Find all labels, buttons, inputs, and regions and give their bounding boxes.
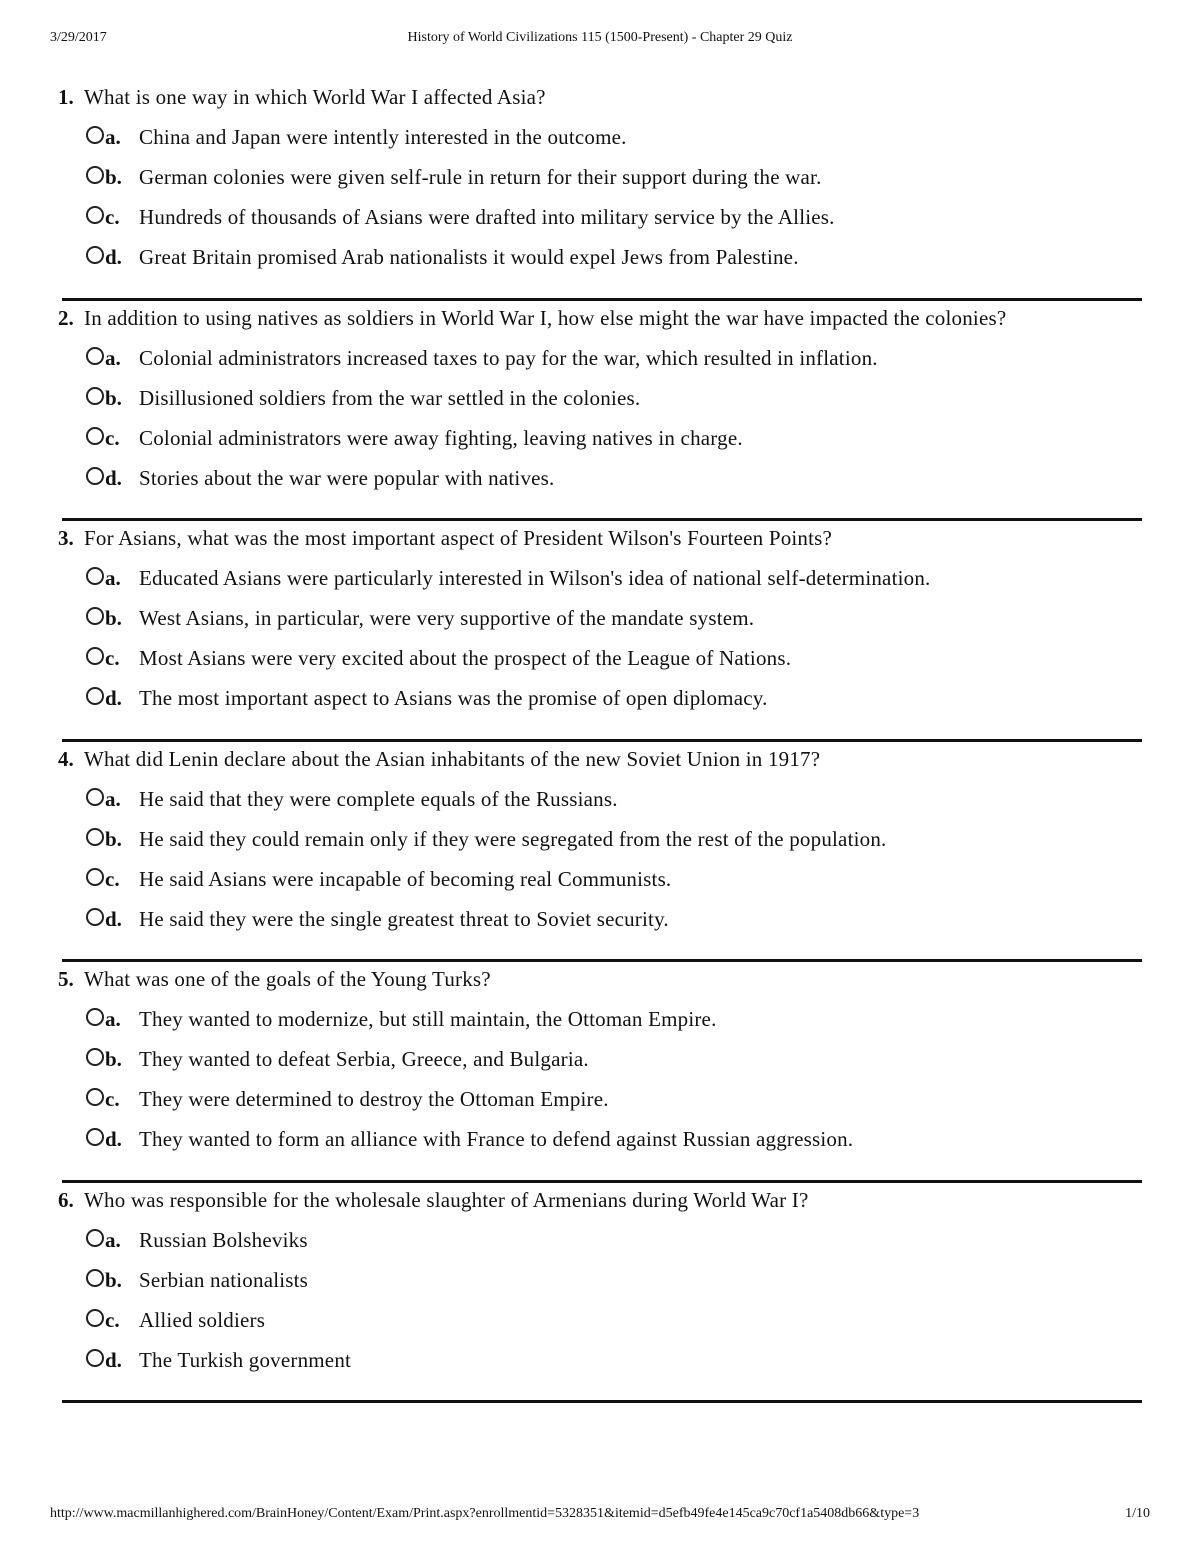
question-divider xyxy=(62,739,1142,742)
choice-text: Allied soldiers xyxy=(139,1307,266,1332)
choice-text: Hundreds of thousands of Asians were drafted into military service by the Allies. xyxy=(139,205,835,229)
radio-button-icon[interactable] xyxy=(86,347,104,365)
answer-choices xyxy=(86,565,1142,725)
choice-letter: a. xyxy=(105,345,121,370)
question-number: 3. xyxy=(58,526,74,550)
radio-button-icon[interactable] xyxy=(86,467,104,485)
radio-button-icon[interactable] xyxy=(86,607,104,625)
choice-d[interactable] xyxy=(86,906,1142,946)
radio-button-icon[interactable] xyxy=(86,387,104,405)
choice-c[interactable] xyxy=(86,1307,1142,1347)
choice-c[interactable] xyxy=(86,1086,1142,1126)
choice-b[interactable] xyxy=(86,1046,1142,1086)
choice-text: Serbian nationalists xyxy=(139,1267,309,1292)
choice-letter: d. xyxy=(105,1347,122,1372)
choice-text: He said that they were complete equals of the Russians. xyxy=(139,786,618,811)
choice-text: German colonies were given self-rule in return for their support during the war. xyxy=(139,165,822,189)
radio-button-icon[interactable] xyxy=(86,1349,104,1367)
question-divider xyxy=(62,959,1142,962)
choice-d[interactable] xyxy=(86,465,1142,505)
question-divider xyxy=(62,1400,1142,1403)
choice-text: Colonial administrators increased taxes to pay for the war, which resulted in inflation. xyxy=(139,345,878,370)
choice-text: Disillusioned soldiers from the war settled in the colonies. xyxy=(139,385,641,410)
choice-letter: d. xyxy=(105,465,122,490)
choice-letter: b. xyxy=(105,826,122,851)
radio-button-icon[interactable] xyxy=(86,1008,104,1026)
question-text: For Asians, what was the most important aspect of President Wilson's Fourteen Points? xyxy=(84,526,833,550)
choice-a[interactable] xyxy=(86,1227,1142,1267)
radio-button-icon[interactable] xyxy=(86,126,104,144)
question-4 xyxy=(58,746,1142,967)
question-6 xyxy=(58,1187,1142,1408)
question-divider xyxy=(62,298,1142,301)
choice-letter: a. xyxy=(105,566,121,590)
print-header xyxy=(50,30,1150,50)
radio-button-icon[interactable] xyxy=(86,427,104,445)
page-number: 1/10 xyxy=(1125,1506,1150,1521)
choice-text: Colonial administrators were away fighting, leaving natives in charge. xyxy=(139,425,743,450)
choice-text: They wanted to defeat Serbia, Greece, and Bulgaria. xyxy=(139,1047,589,1071)
question-number: 4. xyxy=(58,746,74,771)
choice-d[interactable] xyxy=(86,685,1142,725)
choice-letter: d. xyxy=(105,686,122,710)
question-divider xyxy=(62,1180,1142,1183)
choice-letter: d. xyxy=(105,1127,122,1151)
answer-choices xyxy=(86,1006,1142,1166)
question-text: What was one of the goals of the Young Turks? xyxy=(84,967,491,991)
question-2 xyxy=(58,305,1142,526)
choice-d[interactable] xyxy=(86,1347,1142,1387)
answer-choices xyxy=(86,786,1142,946)
radio-button-icon[interactable] xyxy=(86,246,104,264)
question-number: 6. xyxy=(58,1187,74,1212)
question-number: 2. xyxy=(58,305,74,330)
radio-button-icon[interactable] xyxy=(86,567,104,585)
choice-text: They were determined to destroy the Ottoman Empire. xyxy=(139,1087,609,1111)
choice-text: West Asians, in particular, were very supportive of the mandate system. xyxy=(139,606,755,630)
question-number: 5. xyxy=(58,967,74,991)
question-prompt xyxy=(58,746,1142,772)
choice-c[interactable] xyxy=(86,866,1142,906)
choice-text: China and Japan were intently interested in the outcome. xyxy=(139,125,627,149)
choice-c[interactable] xyxy=(86,645,1142,685)
choice-text: They wanted to modernize, but still maintain, the Ottoman Empire. xyxy=(139,1007,717,1031)
question-number: 1. xyxy=(58,85,74,109)
choice-a[interactable] xyxy=(86,565,1142,605)
choice-text: Most Asians were very excited about the prospect of the League of Nations. xyxy=(139,646,792,670)
question-prompt xyxy=(58,1187,1142,1213)
page-url: http://www.macmillanhighered.com/BrainHoney/Content/Exam/Print.aspx?enrollmentid=5328351&itemid=d5efb49fe4e145ca9c70cf1a5408db66&type=3 xyxy=(50,1506,920,1521)
question-text: Who was responsible for the wholesale slaughter of Armenians during World War I? xyxy=(84,1187,809,1212)
choice-text: Great Britain promised Arab nationalists it would expel Jews from Palestine. xyxy=(139,245,799,269)
choice-letter: b. xyxy=(105,165,122,189)
radio-button-icon[interactable] xyxy=(86,908,104,926)
question-prompt xyxy=(58,84,1142,110)
radio-button-icon[interactable] xyxy=(86,1309,104,1327)
choice-c[interactable] xyxy=(86,425,1142,465)
choice-letter: c. xyxy=(105,1307,120,1332)
choice-text: He said they could remain only if they were segregated from the rest of the population. xyxy=(139,826,887,851)
radio-button-icon[interactable] xyxy=(86,1269,104,1287)
radio-button-icon[interactable] xyxy=(86,868,104,886)
choice-letter: c. xyxy=(105,425,120,450)
choice-text: He said they were the single greatest threat to Soviet security. xyxy=(139,906,669,931)
question-5 xyxy=(58,966,1142,1187)
choice-letter: c. xyxy=(105,866,120,891)
choice-c[interactable] xyxy=(86,204,1142,244)
choice-letter: d. xyxy=(105,906,122,931)
question-prompt xyxy=(58,966,1142,992)
choice-b[interactable] xyxy=(86,1267,1142,1307)
choice-b[interactable] xyxy=(86,605,1142,645)
radio-button-icon[interactable] xyxy=(86,1048,104,1066)
choice-letter: b. xyxy=(105,1267,122,1292)
radio-button-icon[interactable] xyxy=(86,1088,104,1106)
choice-text: He said Asians were incapable of becoming real Communists. xyxy=(139,866,672,891)
radio-button-icon[interactable] xyxy=(86,1229,104,1247)
radio-button-icon[interactable] xyxy=(86,647,104,665)
answer-choices xyxy=(86,124,1142,284)
choice-letter: b. xyxy=(105,385,122,410)
question-text: In addition to using natives as soldiers in World War I, how else might the war have impacted the colonies? xyxy=(84,305,1007,330)
choice-letter: a. xyxy=(105,1227,121,1252)
choice-letter: a. xyxy=(105,786,121,811)
choice-text: The Turkish government xyxy=(139,1347,352,1372)
choice-text: They wanted to form an alliance with France to defend against Russian aggression. xyxy=(139,1127,854,1151)
document-title: History of World Civilizations 115 (1500-Present) - Chapter 29 Quiz xyxy=(407,30,793,45)
answer-choices xyxy=(86,1227,1142,1387)
radio-button-icon[interactable] xyxy=(86,1128,104,1146)
radio-button-icon[interactable] xyxy=(86,166,104,184)
choice-letter: d. xyxy=(105,245,122,269)
question-prompt xyxy=(58,305,1142,331)
choice-letter: c. xyxy=(105,205,120,229)
choice-letter: a. xyxy=(105,125,121,149)
radio-button-icon[interactable] xyxy=(86,687,104,705)
radio-button-icon[interactable] xyxy=(86,206,104,224)
choice-a[interactable] xyxy=(86,1006,1142,1046)
question-3 xyxy=(58,525,1142,746)
choice-text: Educated Asians were particularly interested in Wilson's idea of national self-determination. xyxy=(139,566,931,590)
choice-a[interactable] xyxy=(86,786,1142,826)
radio-button-icon[interactable] xyxy=(86,828,104,846)
choice-letter: a. xyxy=(105,1007,121,1031)
choice-letter: b. xyxy=(105,606,122,630)
choice-letter: c. xyxy=(105,646,120,670)
choice-text: The most important aspect to Asians was the promise of open diplomacy. xyxy=(139,686,768,710)
choice-text: Russian Bolsheviks xyxy=(139,1227,308,1252)
radio-button-icon[interactable] xyxy=(86,788,104,806)
quiz-questions xyxy=(58,84,1142,1407)
choice-b[interactable] xyxy=(86,385,1142,425)
choice-d[interactable] xyxy=(86,244,1142,284)
print-footer xyxy=(50,1506,1150,1526)
choice-b[interactable] xyxy=(86,164,1142,204)
choice-letter: b. xyxy=(105,1047,122,1071)
answer-choices xyxy=(86,345,1142,505)
choice-letter: c. xyxy=(105,1087,120,1111)
question-text: What did Lenin declare about the Asian inhabitants of the new Soviet Union in 1917? xyxy=(84,746,821,771)
choice-b[interactable] xyxy=(86,826,1142,866)
question-divider xyxy=(62,518,1142,521)
question-prompt xyxy=(58,525,1142,551)
question-text: What is one way in which World War I affected Asia? xyxy=(84,85,546,109)
choice-d[interactable] xyxy=(86,1126,1142,1166)
question-1 xyxy=(58,84,1142,305)
choice-a[interactable] xyxy=(86,124,1142,164)
print-date: 3/29/2017 xyxy=(50,30,107,45)
choice-text: Stories about the war were popular with natives. xyxy=(139,465,555,490)
choice-a[interactable] xyxy=(86,345,1142,385)
